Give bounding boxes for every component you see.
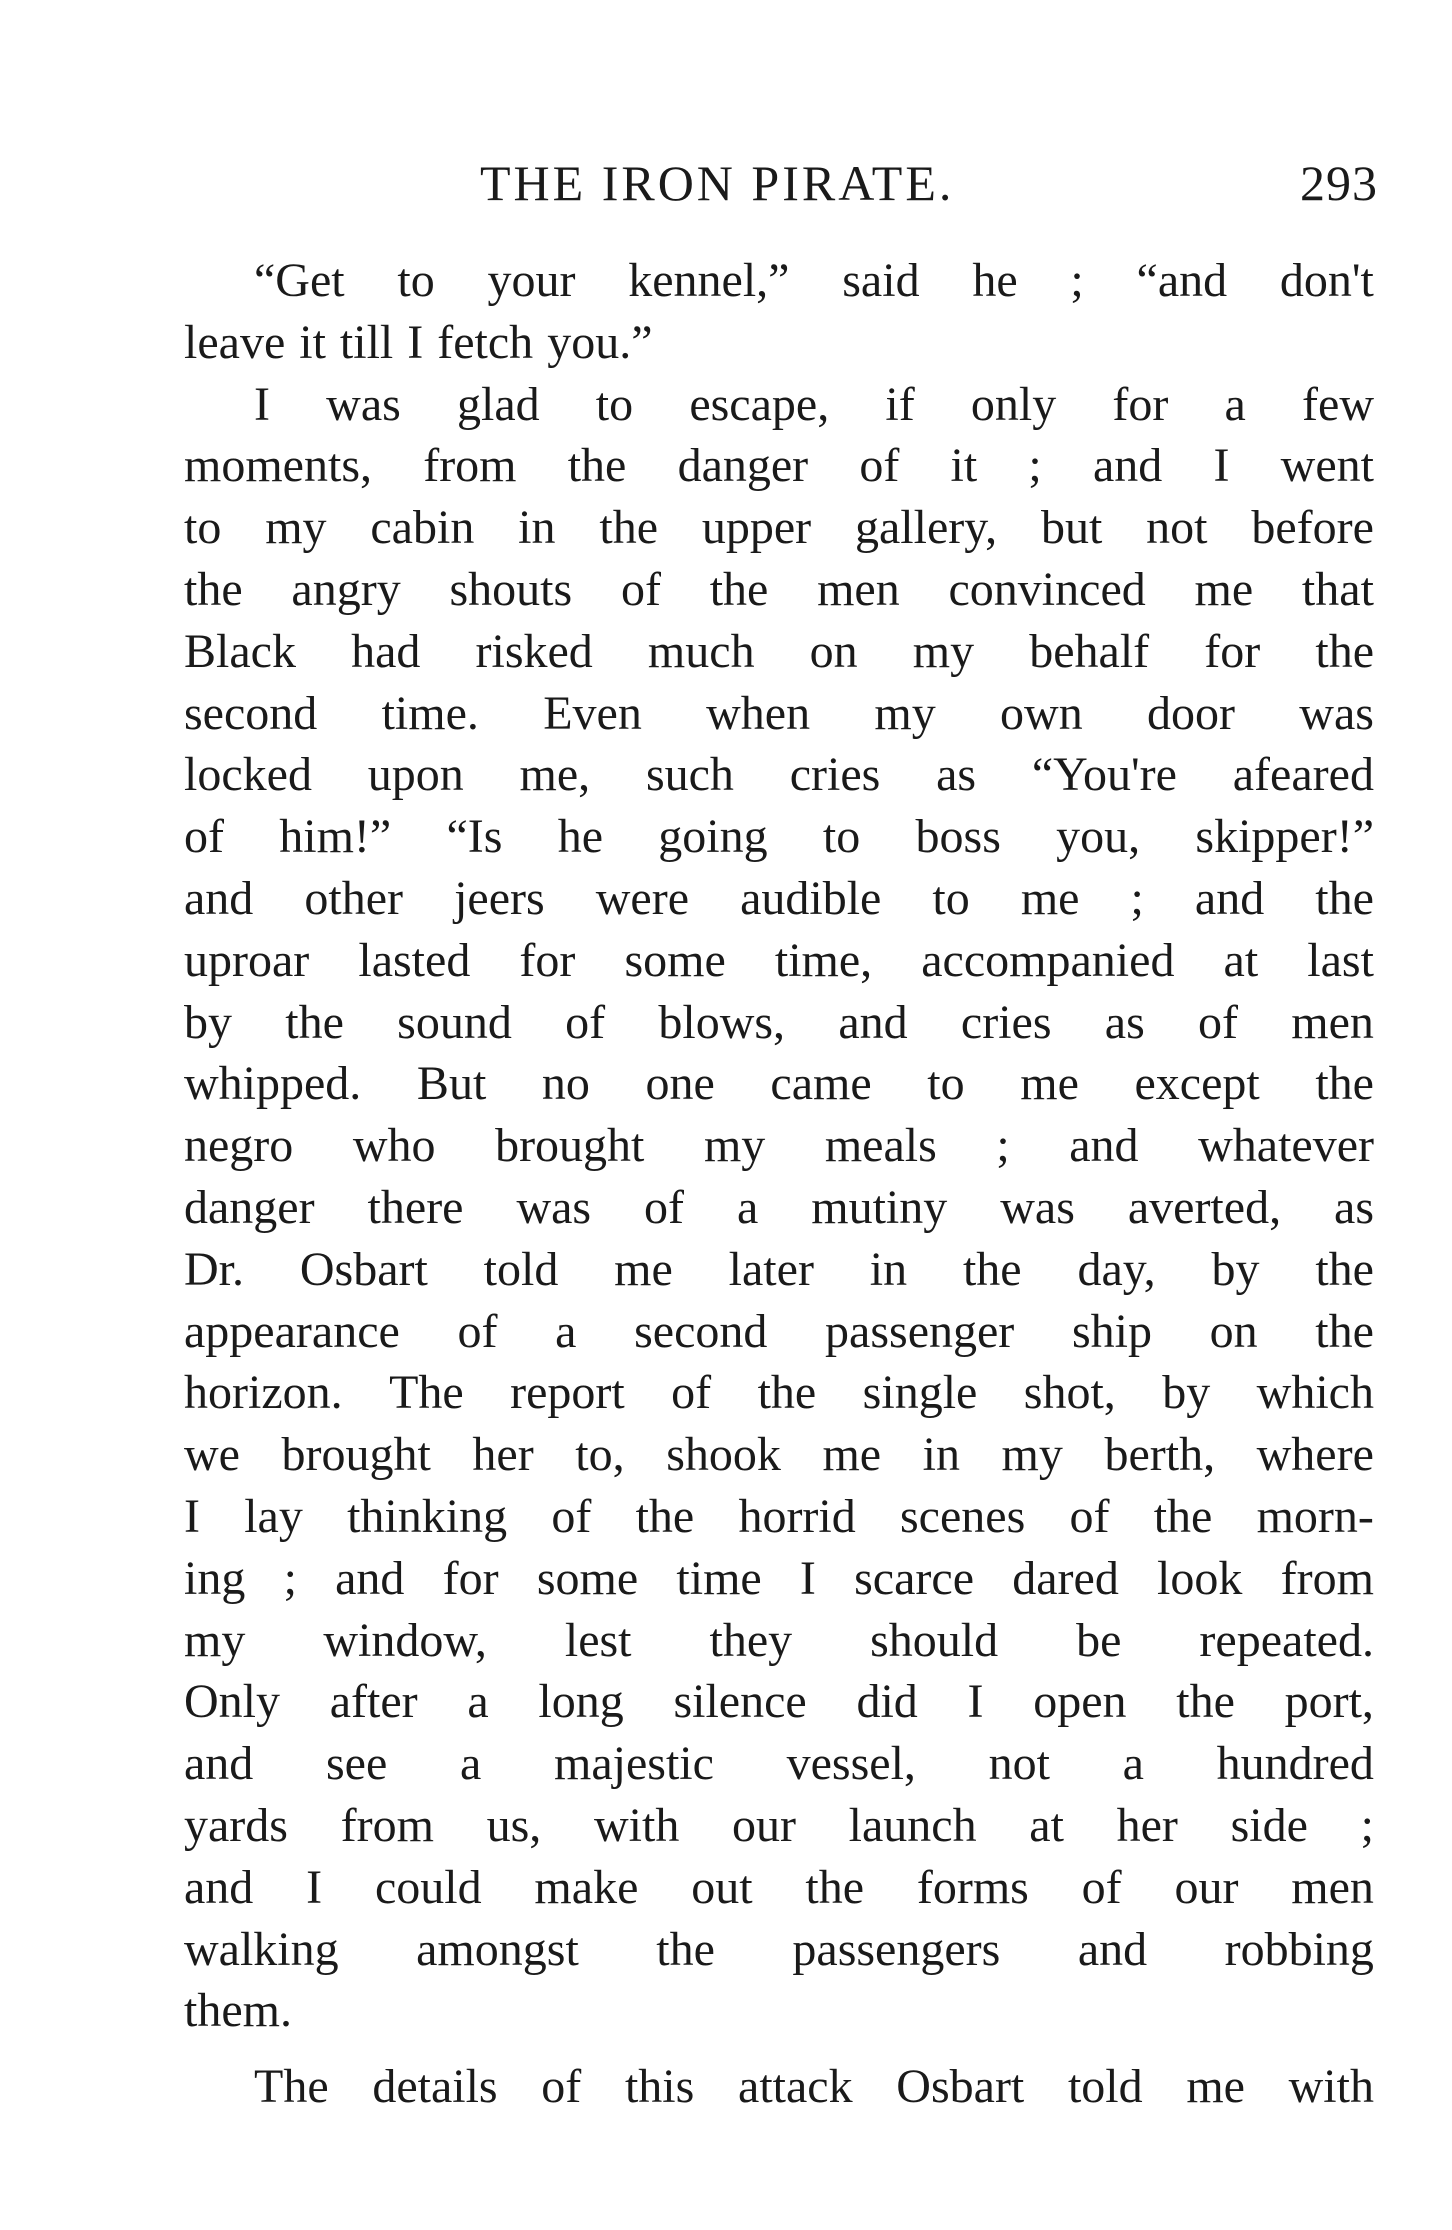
body-text bbox=[184, 250, 1374, 2118]
word: the bbox=[1315, 1242, 1374, 1296]
word: appearance bbox=[184, 1304, 400, 1358]
word: the bbox=[1153, 1489, 1213, 1543]
word: amongst bbox=[416, 1922, 579, 1976]
word: and bbox=[184, 1860, 254, 1914]
word: of bbox=[859, 439, 900, 493]
word: my bbox=[265, 501, 327, 555]
text-line bbox=[184, 1115, 1374, 1177]
word: the bbox=[1315, 1057, 1374, 1111]
word: meals bbox=[824, 1119, 937, 1173]
word: ; bbox=[1028, 439, 1042, 493]
word: in bbox=[518, 501, 556, 555]
word: of bbox=[644, 1180, 685, 1234]
running-title: THE IRON PIRATE. bbox=[480, 155, 955, 211]
word: launch bbox=[848, 1798, 977, 1852]
word: berth, bbox=[1104, 1428, 1216, 1482]
word: before bbox=[1251, 501, 1374, 555]
word: repeated. bbox=[1199, 1613, 1374, 1667]
word: behalf bbox=[1029, 624, 1150, 678]
word: ing bbox=[184, 1551, 246, 1605]
word: to, bbox=[575, 1428, 625, 1482]
word: “Get bbox=[254, 254, 345, 307]
word: of bbox=[1198, 995, 1239, 1049]
word: for bbox=[519, 933, 576, 987]
word: on bbox=[809, 624, 858, 678]
word: shot, bbox=[1023, 1366, 1116, 1420]
word: report bbox=[510, 1366, 625, 1420]
word: and bbox=[1077, 1922, 1148, 1976]
word: of bbox=[184, 810, 224, 864]
text-line bbox=[184, 1177, 1374, 1239]
text-line bbox=[184, 806, 1374, 868]
word: was bbox=[1000, 1180, 1075, 1234]
word: shook bbox=[666, 1428, 781, 1482]
word: thinking bbox=[347, 1489, 508, 1543]
word: and bbox=[1069, 1119, 1139, 1173]
word: upon bbox=[367, 748, 464, 802]
word: uproar bbox=[184, 933, 310, 987]
text-line bbox=[184, 1053, 1374, 1115]
running-head bbox=[0, 148, 1452, 218]
word: jeers bbox=[454, 871, 545, 925]
word: which bbox=[1256, 1366, 1374, 1420]
word: said bbox=[842, 254, 920, 307]
word: hundred bbox=[1216, 1737, 1374, 1791]
word: went bbox=[1280, 439, 1374, 493]
word: of bbox=[620, 562, 661, 616]
word: to bbox=[822, 810, 861, 864]
word: by bbox=[1162, 1366, 1211, 1420]
word: lasted bbox=[358, 933, 471, 987]
word: he bbox=[557, 810, 604, 864]
text-line bbox=[184, 1980, 1374, 2042]
word: boss bbox=[915, 810, 1001, 864]
text-line bbox=[184, 2056, 1374, 2118]
word: few bbox=[1302, 377, 1374, 431]
word: a bbox=[736, 1180, 759, 1234]
word: of bbox=[1069, 1489, 1110, 1543]
word: accompanied bbox=[921, 933, 1175, 987]
word: Osbart bbox=[299, 1242, 428, 1296]
word: yards bbox=[184, 1798, 288, 1852]
word: from bbox=[423, 439, 517, 493]
word: came bbox=[770, 1057, 872, 1111]
word: my bbox=[912, 624, 975, 678]
word: to bbox=[932, 871, 970, 925]
word: brought bbox=[281, 1428, 431, 1482]
word: you, bbox=[1056, 810, 1141, 864]
word: as bbox=[1104, 995, 1145, 1049]
word: glad bbox=[456, 377, 540, 431]
word: side bbox=[1230, 1798, 1308, 1852]
word: lest bbox=[564, 1613, 632, 1667]
text-line bbox=[184, 1610, 1374, 1672]
word: men bbox=[1291, 995, 1374, 1049]
word: ; bbox=[996, 1119, 1010, 1173]
text-line bbox=[184, 1424, 1374, 1486]
word: they bbox=[709, 1613, 793, 1667]
word: and bbox=[1194, 871, 1265, 925]
word: the bbox=[635, 1489, 695, 1543]
word: upper bbox=[701, 501, 812, 555]
word: it bbox=[299, 315, 326, 369]
word: gallery, bbox=[854, 501, 998, 555]
word: a bbox=[1122, 1737, 1144, 1791]
word: passenger bbox=[825, 1304, 1015, 1358]
word: be bbox=[1076, 1613, 1122, 1667]
word: with bbox=[593, 1798, 680, 1852]
text-line bbox=[184, 683, 1374, 745]
word: time. bbox=[381, 686, 479, 740]
word: look bbox=[1157, 1551, 1243, 1605]
word: one bbox=[645, 1057, 715, 1111]
word: later bbox=[728, 1242, 814, 1296]
word: not bbox=[988, 1737, 1050, 1791]
word: to bbox=[397, 254, 435, 307]
word: ; bbox=[283, 1551, 297, 1605]
text-line bbox=[184, 930, 1374, 992]
word: a bbox=[467, 1675, 489, 1729]
word: silence bbox=[673, 1675, 807, 1729]
text-line bbox=[184, 435, 1374, 497]
word: robbing bbox=[1224, 1922, 1374, 1976]
text-line bbox=[184, 497, 1374, 559]
word: danger bbox=[184, 1180, 315, 1234]
word: it bbox=[950, 439, 978, 493]
word: in bbox=[869, 1242, 908, 1296]
word: of bbox=[551, 1489, 592, 1543]
word: angry bbox=[291, 562, 401, 616]
word: men bbox=[817, 562, 900, 616]
word: passengers bbox=[792, 1922, 1001, 1976]
word: me, bbox=[519, 748, 591, 802]
word: me bbox=[1020, 871, 1080, 925]
text-line bbox=[184, 621, 1374, 683]
word: the bbox=[1176, 1675, 1235, 1729]
word: us, bbox=[486, 1798, 542, 1852]
word: as bbox=[936, 748, 977, 802]
word: and bbox=[1092, 439, 1163, 493]
word: me bbox=[1186, 2060, 1245, 2114]
word: out bbox=[691, 1860, 753, 1914]
word: he bbox=[972, 254, 1018, 307]
word: cries bbox=[789, 748, 881, 802]
word: the bbox=[962, 1242, 1022, 1296]
word: my bbox=[184, 1613, 246, 1667]
word: averted, bbox=[1127, 1180, 1282, 1234]
word: door bbox=[1147, 686, 1235, 740]
word: of bbox=[1081, 1860, 1122, 1914]
word: men bbox=[1291, 1860, 1374, 1914]
word: our bbox=[732, 1798, 796, 1852]
word: were bbox=[595, 871, 689, 925]
word: from bbox=[1280, 1551, 1374, 1605]
text-line bbox=[184, 1671, 1374, 1733]
word: my bbox=[1001, 1428, 1063, 1482]
word: the bbox=[567, 439, 627, 493]
word: cries bbox=[960, 995, 1052, 1049]
text-line bbox=[184, 250, 1374, 312]
word: “and bbox=[1136, 254, 1228, 307]
word: the bbox=[285, 995, 344, 1049]
word: told bbox=[1067, 2060, 1143, 2114]
word: day, bbox=[1077, 1242, 1156, 1296]
text-line bbox=[184, 1795, 1374, 1857]
word: brought bbox=[495, 1119, 645, 1173]
word: him!” bbox=[279, 810, 392, 864]
word: there bbox=[367, 1180, 464, 1234]
word: kennel,” bbox=[628, 254, 790, 307]
word: by bbox=[1211, 1242, 1260, 1296]
word: such bbox=[645, 748, 734, 802]
word: forms bbox=[916, 1860, 1029, 1914]
word: fetch bbox=[437, 315, 534, 369]
word: skipper!” bbox=[1195, 810, 1374, 864]
text-line bbox=[184, 868, 1374, 930]
word: for bbox=[442, 1551, 499, 1605]
word: from bbox=[340, 1798, 434, 1852]
word: when bbox=[706, 686, 811, 740]
word: the bbox=[757, 1366, 817, 1420]
word: ship bbox=[1071, 1304, 1152, 1358]
word: Osbart bbox=[896, 2060, 1025, 2114]
word: to bbox=[927, 1057, 965, 1111]
word: a bbox=[1224, 377, 1246, 431]
text-line bbox=[184, 1239, 1374, 1301]
word: audible bbox=[740, 871, 882, 925]
word: her bbox=[1116, 1798, 1178, 1852]
word: details bbox=[372, 2060, 498, 2114]
word: cabin bbox=[370, 501, 475, 555]
word: horizon. bbox=[184, 1366, 343, 1420]
word: of bbox=[457, 1304, 498, 1358]
word: me bbox=[822, 1428, 882, 1482]
word: to bbox=[595, 377, 634, 431]
word: blows, bbox=[658, 995, 786, 1049]
word: if bbox=[885, 377, 915, 431]
word: much bbox=[647, 624, 755, 678]
word: for bbox=[1112, 377, 1169, 431]
word: at bbox=[1223, 933, 1259, 987]
word: single bbox=[862, 1366, 978, 1420]
word: our bbox=[1174, 1860, 1239, 1914]
text-line bbox=[184, 1857, 1374, 1919]
word: the bbox=[1315, 871, 1374, 925]
word: moments, bbox=[184, 439, 372, 493]
word: don't bbox=[1279, 254, 1374, 307]
word: told bbox=[483, 1242, 559, 1296]
word: Only bbox=[184, 1675, 280, 1729]
word: second bbox=[634, 1304, 768, 1358]
word: own bbox=[1000, 686, 1083, 740]
word: her bbox=[472, 1428, 534, 1482]
word: afeared bbox=[1232, 748, 1374, 802]
word: ; bbox=[1070, 254, 1084, 307]
word: to bbox=[184, 501, 222, 555]
word: I bbox=[1213, 439, 1230, 493]
word: see bbox=[326, 1737, 388, 1791]
word: the bbox=[709, 562, 769, 616]
word: had bbox=[351, 624, 421, 678]
word: going bbox=[658, 810, 768, 864]
text-line bbox=[184, 744, 1374, 806]
word: scarce bbox=[854, 1551, 975, 1605]
text-line bbox=[184, 374, 1374, 436]
word: till bbox=[339, 315, 394, 369]
word: a bbox=[555, 1304, 577, 1358]
word: horrid bbox=[738, 1489, 856, 1543]
word: the bbox=[184, 562, 243, 616]
word: should bbox=[870, 1613, 999, 1667]
word: that bbox=[1301, 562, 1374, 616]
word: your bbox=[487, 254, 576, 307]
word: The bbox=[254, 2060, 329, 2114]
word: morn- bbox=[1256, 1489, 1374, 1543]
word: Black bbox=[184, 624, 296, 678]
word: after bbox=[329, 1675, 418, 1729]
word: mutiny bbox=[811, 1180, 948, 1234]
word: locked bbox=[184, 748, 312, 802]
word: make bbox=[534, 1860, 639, 1914]
text-line bbox=[184, 1733, 1374, 1795]
text-line bbox=[184, 559, 1374, 621]
text-line bbox=[184, 992, 1374, 1054]
word: of bbox=[671, 1366, 712, 1420]
word: ; bbox=[1360, 1798, 1374, 1852]
word: risked bbox=[475, 624, 593, 678]
word: time, bbox=[774, 933, 873, 987]
text-line bbox=[184, 1301, 1374, 1363]
word: other bbox=[304, 871, 403, 925]
word: could bbox=[374, 1860, 482, 1914]
word: only bbox=[970, 377, 1057, 431]
word: open bbox=[1033, 1675, 1127, 1729]
word: I bbox=[407, 315, 424, 369]
word: But bbox=[416, 1057, 487, 1111]
text-line bbox=[184, 1548, 1374, 1610]
word: but bbox=[1040, 501, 1103, 555]
word: the bbox=[1315, 1304, 1374, 1358]
word: last bbox=[1307, 933, 1374, 987]
text-line bbox=[184, 1362, 1374, 1424]
word: where bbox=[1256, 1428, 1374, 1482]
word: ; bbox=[1130, 871, 1144, 925]
word: at bbox=[1029, 1798, 1064, 1852]
word: escape, bbox=[689, 377, 830, 431]
word: my bbox=[874, 686, 936, 740]
word: “You're bbox=[1031, 748, 1177, 802]
word: I bbox=[799, 1551, 816, 1605]
word: sound bbox=[397, 995, 512, 1049]
word: in bbox=[922, 1428, 960, 1482]
word: negro bbox=[184, 1119, 294, 1173]
word: attack bbox=[738, 2060, 853, 2114]
word: and bbox=[838, 995, 908, 1049]
text-line bbox=[184, 1486, 1374, 1548]
word: we bbox=[184, 1428, 240, 1482]
word: whatever bbox=[1198, 1119, 1374, 1173]
word: them. bbox=[184, 1984, 292, 2038]
word: me bbox=[1194, 562, 1254, 616]
word: the bbox=[1315, 624, 1374, 678]
word: was bbox=[1299, 686, 1374, 740]
word: some bbox=[624, 933, 726, 987]
word: not bbox=[1146, 501, 1208, 555]
word: Even bbox=[543, 686, 642, 740]
word: vessel, bbox=[786, 1737, 916, 1791]
word: time bbox=[676, 1551, 762, 1605]
word: I bbox=[254, 377, 270, 431]
word: majestic bbox=[553, 1737, 714, 1791]
word: dared bbox=[1012, 1551, 1119, 1605]
word: no bbox=[541, 1057, 590, 1111]
word: the bbox=[656, 1922, 715, 1976]
word: a bbox=[459, 1737, 482, 1791]
word: “Is bbox=[446, 810, 503, 864]
word: second bbox=[184, 686, 318, 740]
word: leave bbox=[184, 315, 286, 369]
text-line bbox=[184, 1919, 1374, 1981]
page-number: 293 bbox=[1300, 155, 1378, 211]
word: as bbox=[1334, 1180, 1374, 1234]
word: shouts bbox=[449, 562, 573, 616]
word: I bbox=[306, 1860, 323, 1914]
word: the bbox=[599, 501, 658, 555]
word: who bbox=[352, 1119, 436, 1173]
word: me bbox=[1020, 1057, 1079, 1111]
word: and bbox=[184, 871, 254, 925]
word: on bbox=[1209, 1304, 1258, 1358]
word: long bbox=[538, 1675, 624, 1729]
word: Dr. bbox=[184, 1242, 244, 1296]
word: I bbox=[967, 1675, 984, 1729]
word: for bbox=[1204, 624, 1261, 678]
word: port, bbox=[1284, 1675, 1374, 1729]
word: danger bbox=[677, 439, 809, 493]
word: whipped. bbox=[184, 1057, 362, 1111]
word: of bbox=[565, 995, 606, 1049]
word: with bbox=[1288, 2060, 1374, 2114]
word: by bbox=[184, 995, 232, 1049]
word: this bbox=[624, 2060, 695, 2114]
word: of bbox=[541, 2060, 582, 2114]
word: I bbox=[184, 1489, 200, 1543]
word: lay bbox=[244, 1489, 303, 1543]
word: was bbox=[516, 1180, 592, 1234]
word: convinced bbox=[948, 562, 1146, 616]
text-line bbox=[184, 312, 1374, 374]
word: and bbox=[184, 1737, 254, 1791]
word: you.” bbox=[547, 315, 653, 369]
word: did bbox=[856, 1675, 918, 1729]
word: was bbox=[326, 377, 401, 431]
word: walking bbox=[184, 1922, 339, 1976]
word: except bbox=[1134, 1057, 1260, 1111]
word: and bbox=[335, 1551, 405, 1605]
word: The bbox=[389, 1366, 464, 1420]
word: window, bbox=[323, 1613, 487, 1667]
word: the bbox=[805, 1860, 865, 1914]
word: some bbox=[536, 1551, 639, 1605]
word: me bbox=[614, 1242, 673, 1296]
word: scenes bbox=[899, 1489, 1026, 1543]
word: my bbox=[703, 1119, 766, 1173]
